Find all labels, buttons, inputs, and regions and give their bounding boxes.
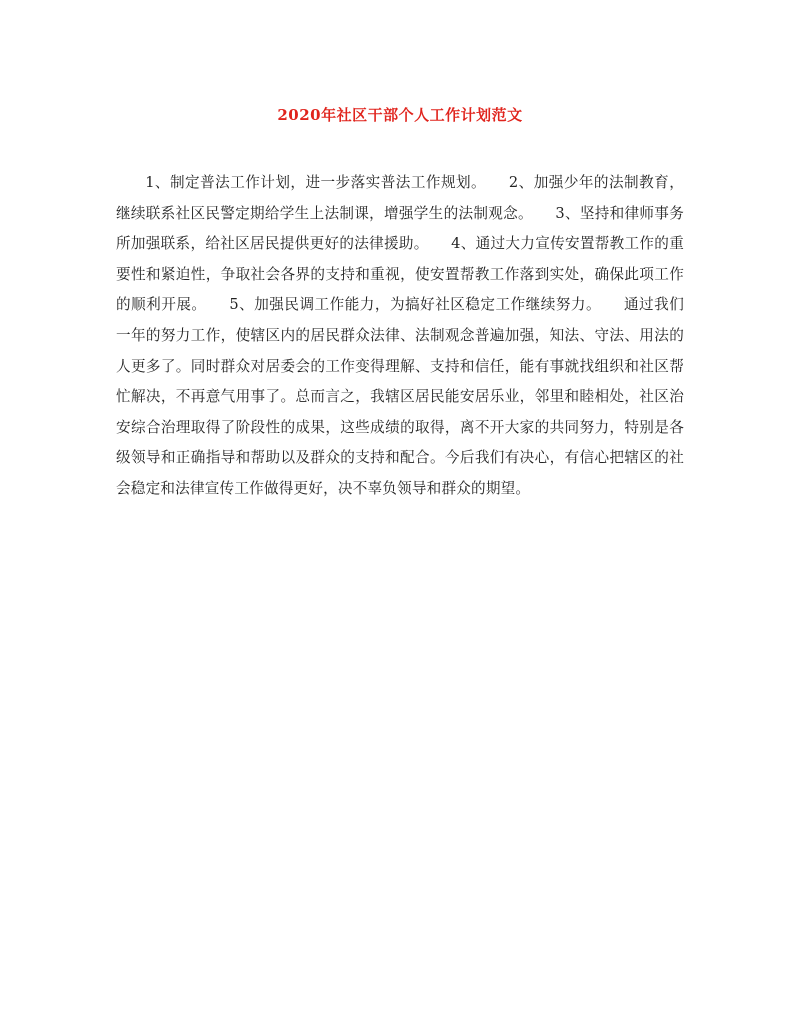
document-title: 2020年社区干部个人工作计划范文 xyxy=(277,106,523,124)
document-body: 1、制定普法工作计划，进一步落实普法工作规划。 2、加强少年的法制教育，继续联系社区民警定期给学生上法制课，增强学生的法制观念。 3、坚持和律师事务所加强联系，给社区居民提供更好的法律援助。 4、通过大力宣传安置帮教工作的重要性和紧迫性，争取社会各界的支持和重视，使安置帮教工作落到实处，确保此项工作的顺利开展。 5、加强民调工作能力，为搞好社区稳定工作继续努力。 通过我们一年的努力工作，使辖区内的居民群众法律、法制观念普遍加强，知法、守法、用法的人更多了。同时群众对居委会的工作变得理解、支持和信任，能有事就找组织和社区帮忙解决，不再意气用事了。总而言之，我辖区居民能安居乐业，邻里和睦相处，社区治安综合治理取得了阶段性的成果，这些成绩的取得，离不开大家的共同努力，特别是各级领导和正确指导和帮助以及群众的支持和配合。今后我们有决心，有信心把辖区的社会稳定和法律宣传工作做得更好，决不辜负领导和群众的期望。 xyxy=(116,174,684,497)
